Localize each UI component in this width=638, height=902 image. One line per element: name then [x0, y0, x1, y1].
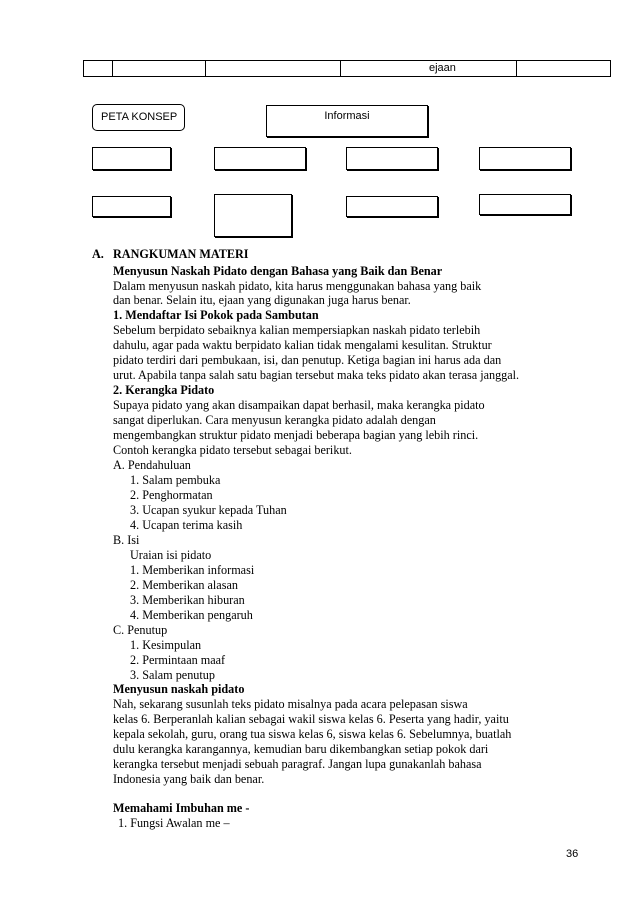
outline-item: 3. Ucapan syukur kepada Tuhan	[130, 503, 287, 517]
part1-line: pidato terdiri dari pembukaan, isi, dan penutup. Ketiga bagian ini harus ada dan	[113, 353, 502, 367]
table-divider	[205, 61, 206, 76]
concept-box	[92, 147, 171, 170]
part2-line: sangat diperlukan. Cara menyusun kerangka pidato adalah dengan	[113, 413, 436, 427]
part1-line: urut. Apabila tanpa salah satu bagian tersebut maka teks pidato akan terasa janggal.	[113, 368, 520, 382]
table-divider	[112, 61, 113, 76]
part2-line: Supaya pidato yang akan disampaikan dapat berhasil, maka kerangka pidato	[113, 398, 485, 412]
part1-line: Sebelum berpidato sebaiknya kalian mempersiapkan naskah pidato terlebih	[113, 323, 481, 337]
section-subtitle: Menyusun Naskah Pidato dengan Bahasa yang Baik dan Benar	[113, 264, 443, 278]
part2-line: mengembangkan struktur pidato menjadi beberapa bagian yang lebih rinci.	[113, 428, 479, 442]
section-title: RANGKUMAN MATERI	[113, 247, 249, 261]
menyusun-line: Indonesia yang baik dan benar.	[113, 772, 265, 786]
outline-a: A. Pendahuluan	[113, 458, 191, 472]
outline-b-intro: Uraian isi pidato	[130, 548, 212, 562]
outline-item: 4. Ucapan terima kasih	[130, 518, 243, 532]
concept-box	[346, 196, 438, 217]
menyusun-line: kerangka tersebut menjadi sebuah paragraf. Jangan lupa gunakanlah bahasa	[113, 757, 482, 771]
peta-konsep-label: PETA KONSEP	[101, 110, 178, 123]
outline-item: 2. Memberikan alasan	[130, 578, 238, 592]
peta-konsep-box	[92, 104, 185, 131]
outline-item: 2. Permintaan maaf	[130, 653, 226, 667]
part1-line: dahulu, agar pada waktu berpidato kalian tidak mengalami kesulitan. Struktur	[113, 338, 492, 352]
concept-box	[479, 194, 571, 215]
top-table	[83, 60, 611, 77]
concept-box	[346, 147, 438, 170]
menyusun-line: kepala sekolah, guru, orang tua siswa kelas 6, siswa kelas 6. Sebelumnya, buatlah	[113, 727, 512, 741]
menyusun-line: dulu kerangka karangannya, kemudian baru dikembangkan setiap pokok dari	[113, 742, 489, 756]
outline-item: 3. Memberikan hiburan	[130, 593, 245, 607]
outline-item: 1. Memberikan informasi	[130, 563, 255, 577]
informasi-box	[266, 105, 428, 137]
imbuhan-heading: Memahami Imbuhan me -	[113, 801, 250, 815]
menyusun-heading: Menyusun naskah pidato	[113, 682, 245, 696]
table-divider	[340, 61, 341, 76]
outline-item: 1. Kesimpulan	[130, 638, 202, 652]
intro-line: Dalam menyusun naskah pidato, kita harus menggunakan bahasa yang baik	[113, 279, 482, 293]
table-divider	[516, 61, 517, 76]
outline-item: 3. Salam penutup	[130, 668, 215, 682]
concept-box	[92, 196, 171, 217]
menyusun-line: Nah, sekarang susunlah teks pidato misalnya pada acara pelepasan siswa	[113, 697, 468, 711]
outline-b: B. Isi	[113, 533, 140, 547]
table-cell-ejaan: ejaan	[429, 62, 456, 74]
part1-heading: 1. Mendaftar Isi Pokok pada Sambutan	[113, 308, 319, 322]
concept-box	[214, 147, 306, 170]
imbuhan-item: 1. Fungsi Awalan me –	[118, 816, 230, 830]
outline-item: 4. Memberikan pengaruh	[130, 608, 253, 622]
page-number: 36	[566, 848, 579, 860]
concept-box	[479, 147, 571, 170]
menyusun-line: kelas 6. Berperanlah kalian sebagai wakil siswa kelas 6. Peserta yang hadir, yaitu	[113, 712, 509, 726]
outline-c: C. Penutup	[113, 623, 168, 637]
concept-box	[214, 194, 292, 237]
outline-item: 2. Penghormatan	[130, 488, 213, 502]
intro-line: dan benar. Selain itu, ejaan yang digunakan juga harus benar.	[113, 293, 411, 307]
outline-item: 1. Salam pembuka	[130, 473, 221, 487]
informasi-label: Informasi	[324, 110, 370, 122]
section-letter: A.	[92, 247, 104, 261]
part2-heading: 2. Kerangka Pidato	[113, 383, 215, 397]
part2-line: Contoh kerangka pidato tersebut sebagai berikut.	[113, 443, 352, 457]
